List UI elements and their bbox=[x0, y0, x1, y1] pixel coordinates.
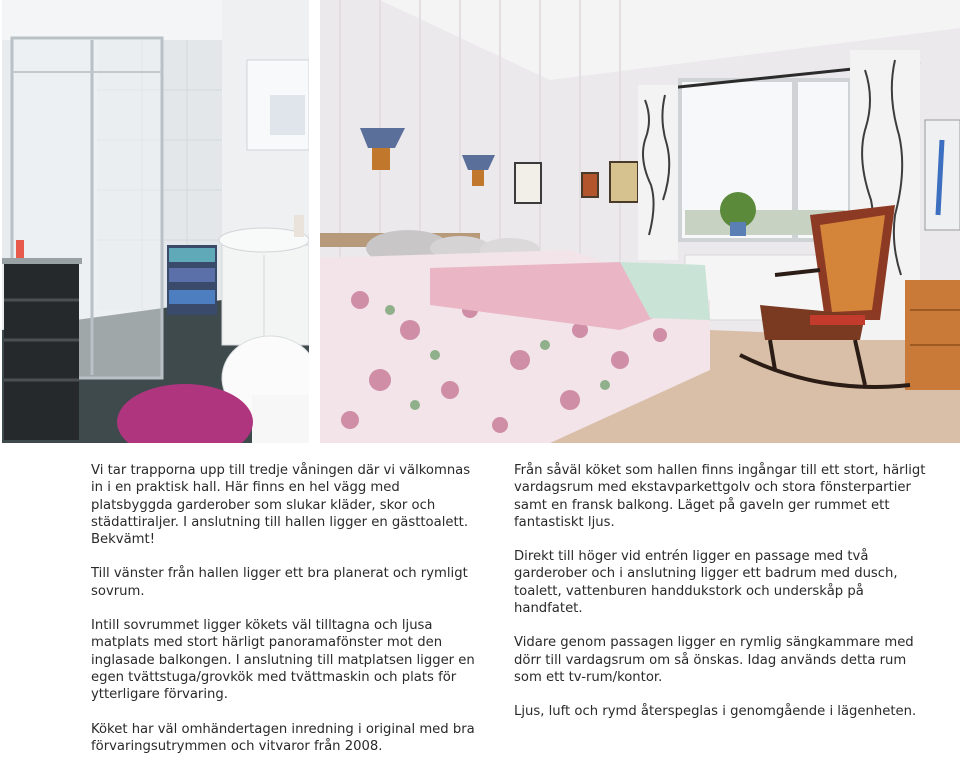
paragraph-living-room: Från såväl köket som hallen finns ingångar till ett stort, härligt vardagsrum med ekstavparkettgolv och stora fönsterpartier samt en fransk balkong. Läget på gaveln ger rummet ett fantastiskt ljus. bbox=[514, 463, 926, 530]
paragraph-chamber: Vidare genom passagen ligger en rymlig sängkammare med dörr till vardagsrum om så önskas. Idag används detta rum som ett tv-rum/kontor. bbox=[514, 635, 914, 685]
bathroom-photo bbox=[2, 0, 309, 443]
text-column-left bbox=[91, 462, 483, 772]
bedroom-photo bbox=[320, 0, 960, 443]
paragraph-summary: Ljus, luft och rymd återspeglas i genomgående i lägenheten. bbox=[514, 704, 917, 720]
paragraph-bedroom: Till vänster från hallen ligger ett bra planerat och rymligt sovrum. bbox=[91, 566, 468, 599]
paragraph-bathroom: Direkt till höger vid entrén ligger en passage med två garderober och i anslutning ligger ett badrum med dusch, toalett, vattenburen handdukstork och underskåp på handfatet. bbox=[514, 549, 898, 617]
paragraph-hall: Vi tar trapporna upp till tredje våningen där vi välkomnas in i en praktisk hall. Här finns en hel vägg med platsbyggda garderober som slukar kläder, skor och städattiraljer. I anslutning till hallen ligger en gästtoalett. Bekvämt! bbox=[91, 463, 471, 548]
paragraph-dining: Intill sovrummet ligger kökets väl tilltagna och ljusa matplats med stort härligt panoramafönster mot den inglasade balkongen. I anslutning till matplatsen ligger en egen tvättstuga/grovkök med tvättmaskin och plats för ytterligare förvaring. bbox=[91, 618, 475, 703]
paragraph-kitchen: Köket har väl omhändertagen inredning i original med bra förvaringsutrymmen och vitvaror från 2008. bbox=[91, 721, 475, 754]
text-column-right bbox=[514, 462, 926, 738]
